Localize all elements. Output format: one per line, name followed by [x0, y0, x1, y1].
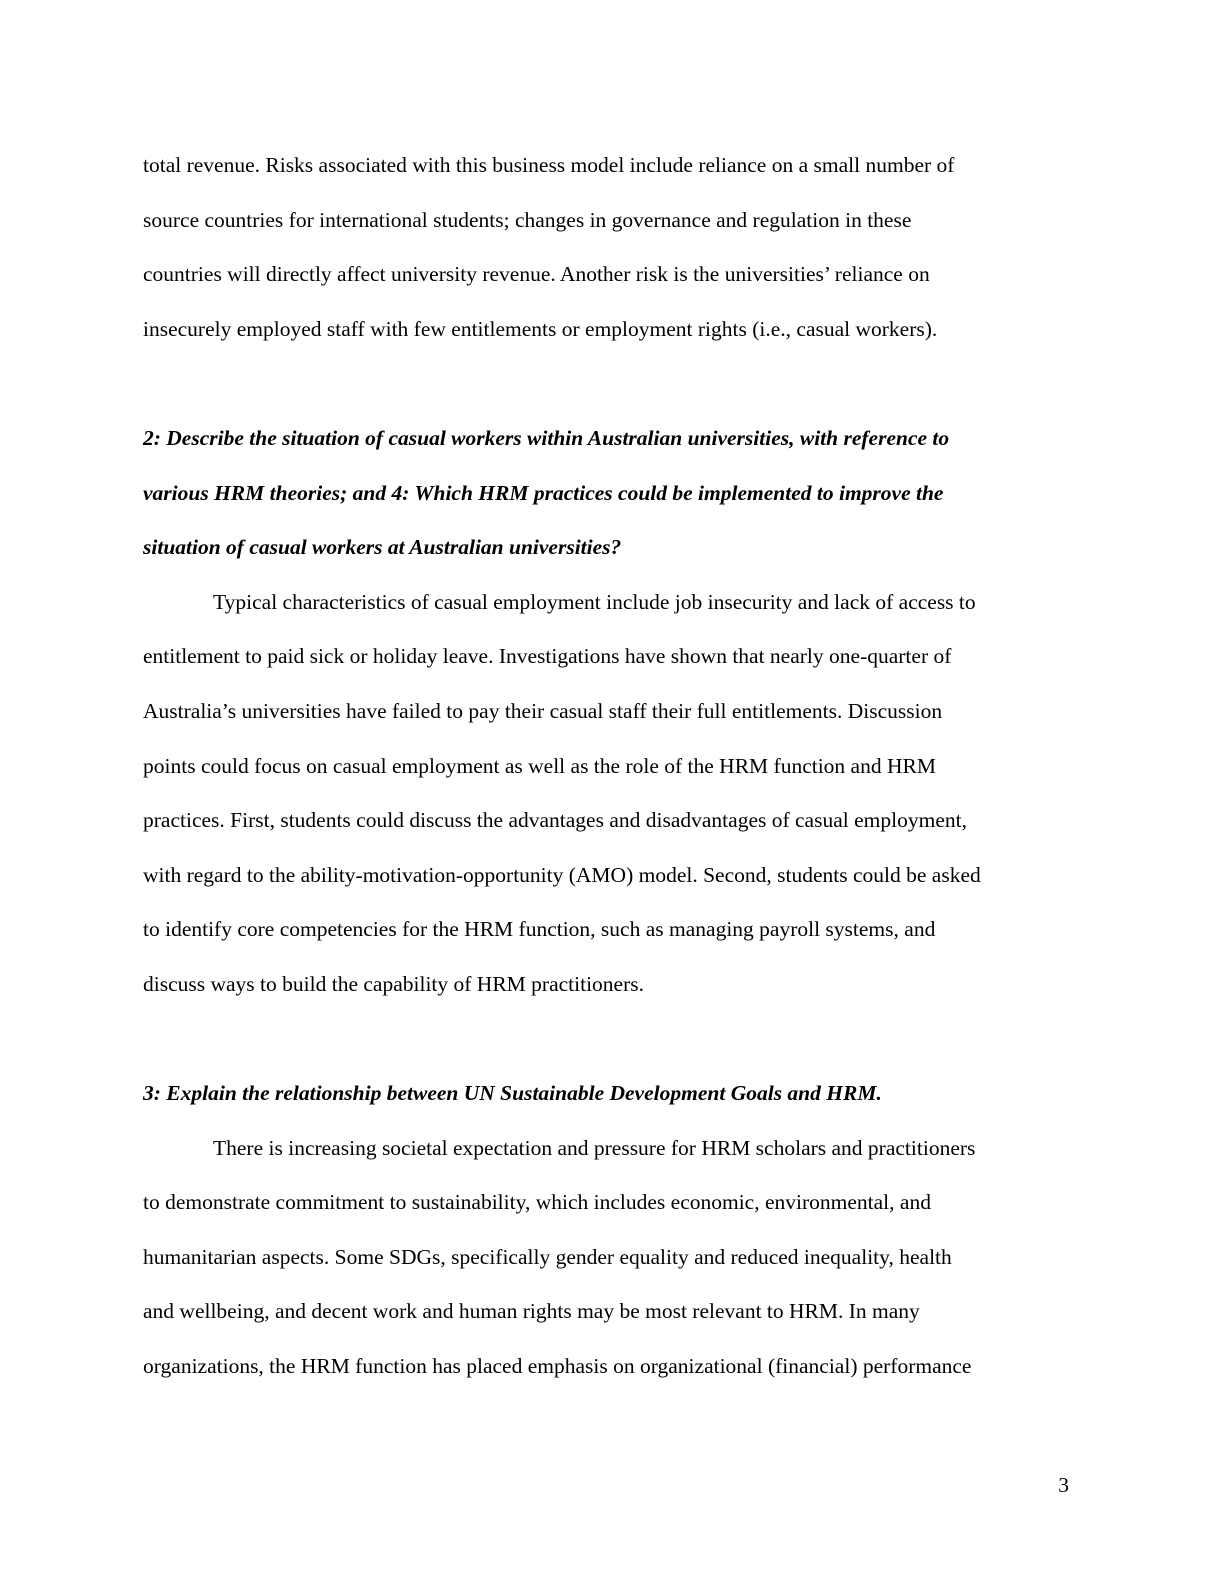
intro-line-1: total revenue. Risks associated with this business model include reliance on a small number of: [143, 153, 955, 177]
sdg-paragraph: [143, 1121, 1078, 1394]
heading-2-4-line-1: 2: Describe the situation of casual workers within Australian universities, with reference to: [143, 425, 950, 450]
intro-line-2: source countries for international students; changes in governance and regulation in these: [143, 207, 912, 232]
intro-line-3: countries will directly affect university revenue. Another risk is the universities’ reliance on: [143, 262, 930, 287]
section-heading-2-4: [143, 411, 1078, 575]
intro-paragraph: [143, 138, 1078, 356]
casual-line-1: Typical characteristics of casual employment include job insecurity and lack of access to: [213, 589, 976, 614]
page-body: [143, 138, 1078, 1394]
casual-line-3: Australia’s universities have failed to pay their casual staff their full entitlements. Discussion: [143, 698, 943, 723]
heading-3-line-1: 3: Explain the relationship between UN Sustainable Development Goals and HRM.: [143, 1081, 882, 1106]
casual-line-5: practices. First, students could discuss the advantages and disadvantages of casual employment,: [143, 808, 967, 833]
casual-line-7: to identify core competencies for the HRM function, such as managing payroll systems, and: [143, 917, 936, 942]
sdg-line-3: humanitarian aspects. Some SDGs, specifically gender equality and reduced inequality, health: [143, 1244, 952, 1269]
intro-line-4: insecurely employed staff with few entitlements or employment rights (i.e., casual workers).: [143, 316, 938, 341]
sdg-line-2: to demonstrate commitment to sustainability, which includes economic, environmental, and: [143, 1190, 931, 1215]
section-spacer: [143, 1012, 1078, 1067]
section-heading-3: [143, 1066, 1078, 1121]
casual-line-2: entitlement to paid sick or holiday leave. Investigations have shown that nearly one-quarter of: [143, 644, 952, 669]
section-spacer: [143, 356, 1078, 411]
casual-line-4: points could focus on casual employment as well as the role of the HRM function and HRM: [143, 753, 936, 778]
heading-2-4-line-2: various HRM theories; and 4: Which HRM practices could be implemented to improve the: [143, 480, 944, 505]
heading-2-4-line-3: situation of casual workers at Australian universities?: [143, 535, 622, 560]
casual-line-6: with regard to the ability-motivation-opportunity (AMO) model. Second, students could be asked: [143, 862, 981, 887]
page-number: 3: [1058, 1473, 1069, 1497]
sdg-line-1: There is increasing societal expectation and pressure for HRM scholars and practitioners: [213, 1135, 976, 1160]
sdg-line-5: organizations, the HRM function has placed emphasis on organizational (financial) performance: [143, 1354, 972, 1379]
casual-line-8: discuss ways to build the capability of HRM practitioners.: [143, 971, 644, 996]
casual-workers-paragraph: [143, 575, 1078, 1012]
sdg-line-4: and wellbeing, and decent work and human rights may be most relevant to HRM. In many: [143, 1299, 920, 1324]
